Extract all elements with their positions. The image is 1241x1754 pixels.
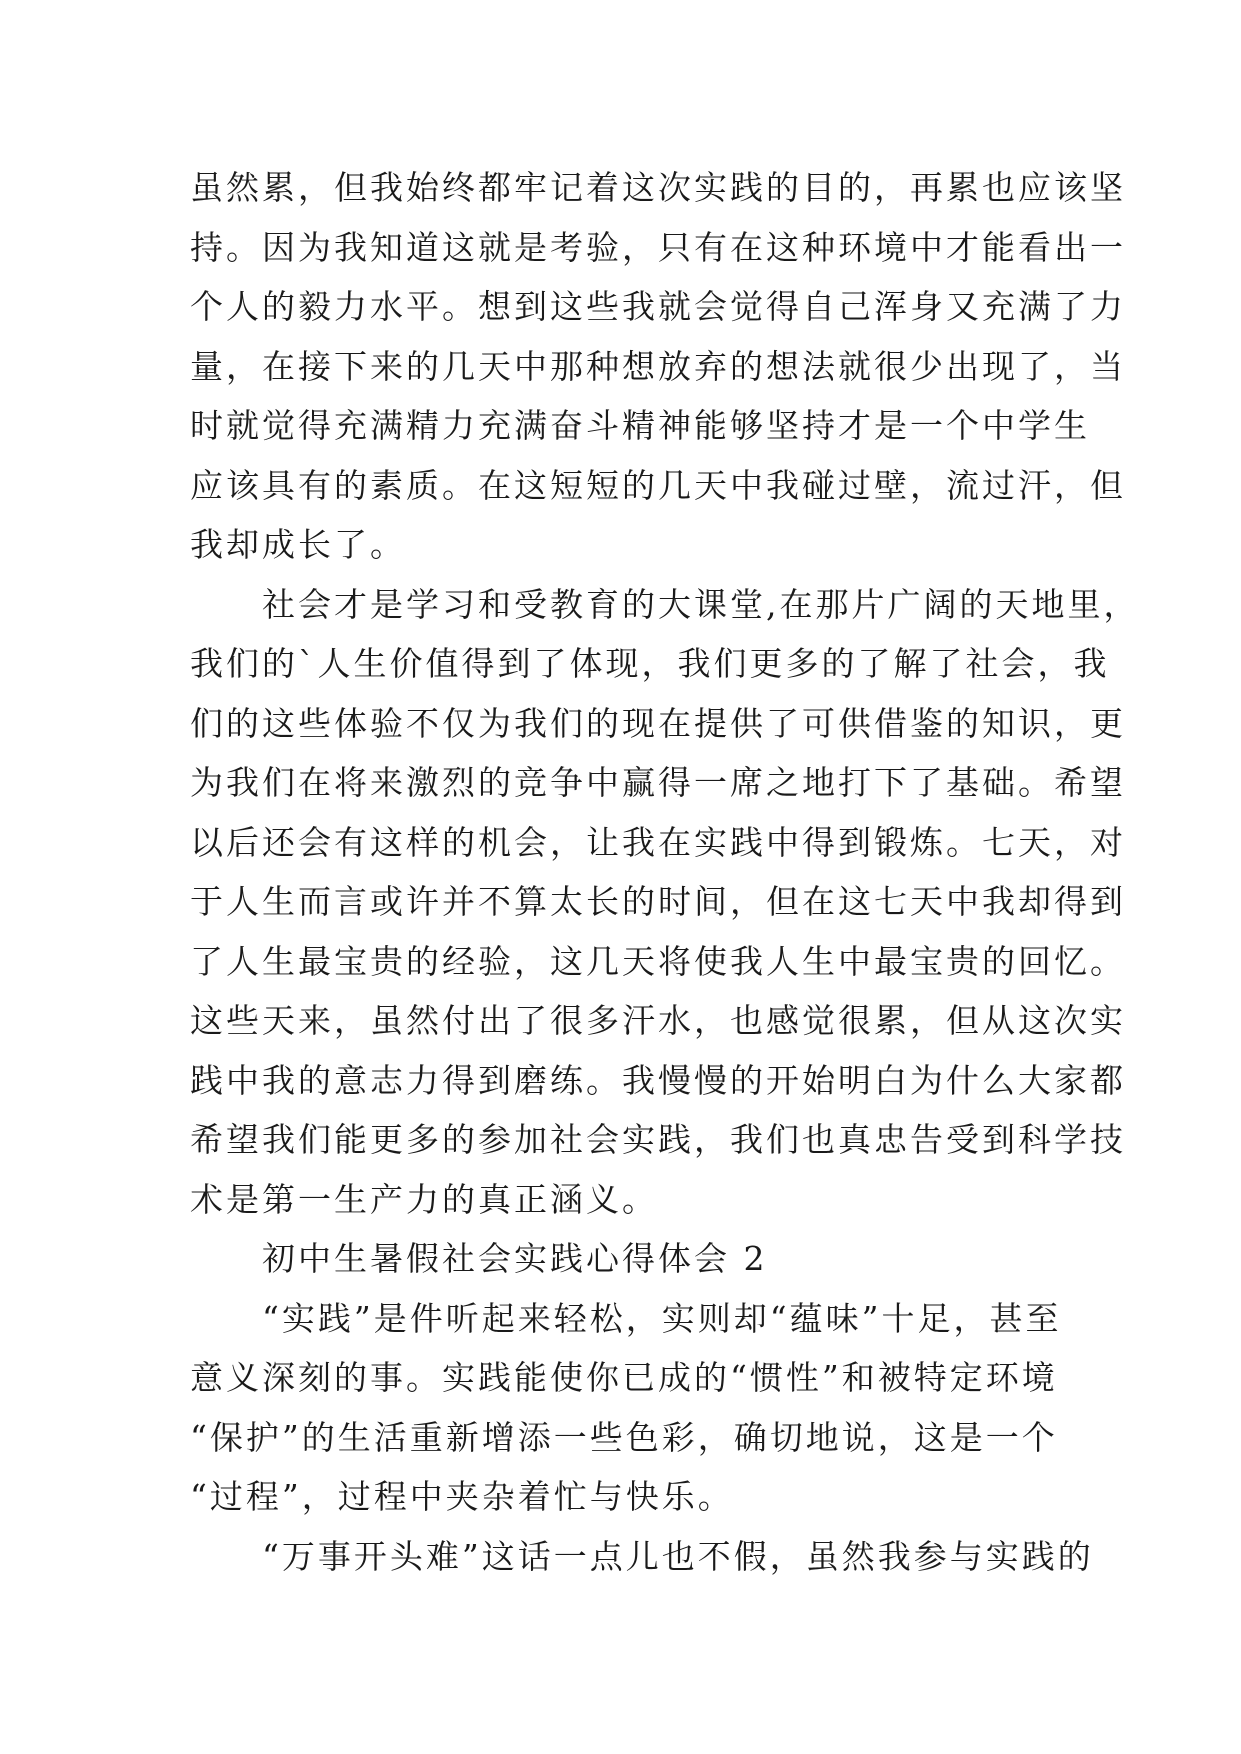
text-line: 社会才是学习和受教育的大课堂,在那片广阔的天地里， (190, 584, 1140, 624)
text-line: 时就觉得充满精力充满奋斗精神能够坚持才是一个中学生 (190, 406, 1090, 445)
text-line: “实践”是件听起来轻松，实则却“蕴味”十足，甚至 (190, 1298, 1062, 1338)
text-line: “万事开头难”这话一点儿也不假，虽然我参与实践的 (190, 1536, 1094, 1576)
text-line: 希望我们能更多的参加社会实践，我们也真忠告受到科学技 (190, 1120, 1126, 1159)
text-line: 于人生而言或许并不算太长的时间，但在这七天中我却得到 (190, 882, 1126, 921)
text-line: 量，在接下来的几天中那种想放弃的想法就很少出现了，当 (190, 346, 1126, 386)
text-line: 应该具有的素质。在这短短的几天中我碰过壁，流过汗，但 (190, 465, 1126, 505)
text-line: 我们的`人生价值得到了体现，我们更多的了解了社会，我 (190, 644, 1110, 683)
text-line: 虽然累，但我始终都牢记着这次实践的目的，再累也应该坚 (190, 168, 1126, 207)
text-line: 意义深刻的事。实践能使你已成的“惯性”和被特定环境 (190, 1358, 1058, 1397)
text-line: 为我们在将来激烈的竞争中赢得一席之地打下了基础。希望 (190, 763, 1126, 802)
text-line: 们的这些体验不仅为我们的现在提供了可供借鉴的知识，更 (190, 703, 1126, 743)
text-line: 术是第一生产力的真正涵义。 (190, 1179, 658, 1219)
text-line: “过程”，过程中夹杂着忙与快乐。 (190, 1477, 734, 1516)
text-line: 以后还会有这样的机会，让我在实践中得到锻炼。七天，对 (190, 822, 1126, 862)
text-line: 践中我的意志力得到磨练。我慢慢的开始明白为什么大家都 (190, 1060, 1126, 1100)
document-body (190, 158, 1140, 1586)
text-line: 我却成长了。 (190, 525, 406, 564)
text-line: 这些天来，虽然付出了很多汗水，也感觉很累，但从这次实 (190, 1001, 1126, 1040)
section-heading: 初中生暑假社会实践心得体会 2 (190, 1239, 768, 1278)
text-line: 了人生最宝贵的经验，这几天将使我人生中最宝贵的回忆。 (190, 941, 1126, 981)
text-line: 个人的毅力水平。想到这些我就会觉得自己浑身又充满了力 (190, 287, 1126, 326)
text-line: 持。因为我知道这就是考验，只有在这种环境中才能看出一 (190, 227, 1126, 267)
text-line: “保护”的生活重新增添一些色彩，确切地说，这是一个 (190, 1417, 1058, 1457)
